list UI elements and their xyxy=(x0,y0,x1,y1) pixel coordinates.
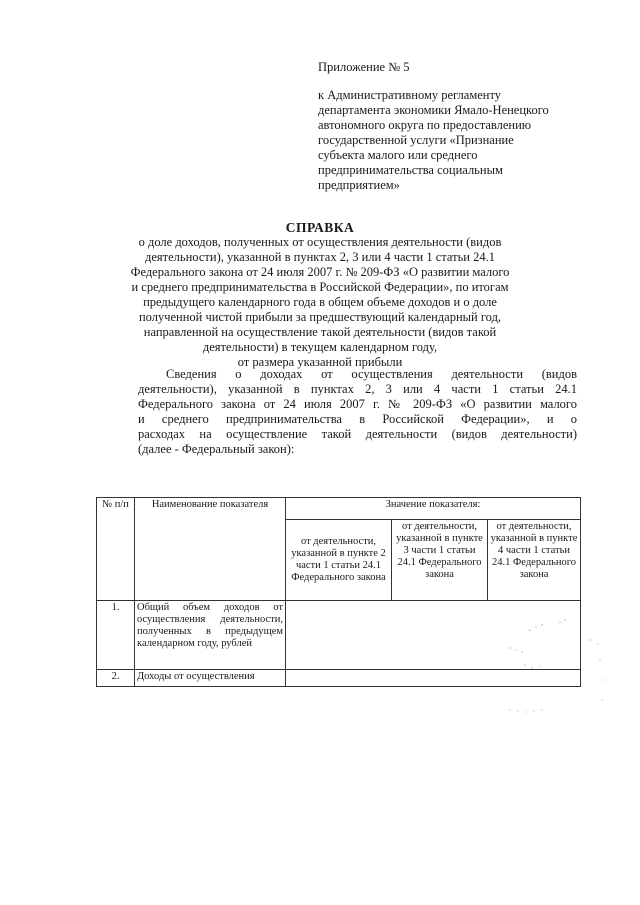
header-value: Значение показателя: xyxy=(286,498,581,520)
row-name: Доходы от осуществления xyxy=(135,670,286,687)
appendix-number: Приложение № 5 xyxy=(318,60,410,74)
title-line: деятельности), указанной в пунктах 2, 3 или 4 части 1 статьи 24.1 xyxy=(145,250,495,264)
subheader-point-4: от деятельности, указанной в пункте 4 части 1 статьи 24.1 Федерального закона xyxy=(488,520,581,601)
row-num: 2. xyxy=(97,670,135,687)
title-heading: СПРАВКА xyxy=(285,220,355,235)
intro-line: (далее - Федеральный закон): xyxy=(138,442,295,456)
subheader-point-2: от деятельности, указанной в пункте 2 части 1 статьи 24.1 Федерального закона xyxy=(286,520,392,601)
header-num: № п/п xyxy=(97,498,135,601)
intro-line: Сведения о доходах от осуществления деятельности (видов xyxy=(166,367,577,381)
header-name: Наименование показателя xyxy=(135,498,286,601)
subheader-point-3: от деятельности, указанной в пункте 3 части 1 статьи 24.1 Федерального закона xyxy=(392,520,488,601)
row-num: 1. xyxy=(97,601,135,670)
appendix-line: предпринимательства социальным xyxy=(318,163,503,177)
title-line: предыдущего календарного года в общем объеме доходов и о доле xyxy=(143,295,497,309)
intro-paragraph xyxy=(138,367,577,457)
title-line: деятельности) в текущем календарном году, xyxy=(202,340,438,354)
title-line: о доле доходов, полученных от осуществления деятельности (видов xyxy=(138,235,502,249)
title-line: и среднего предпринимательства в Российской Федерации», по итогам xyxy=(131,280,509,294)
title-line: направленной на осуществление такой деятельности (видов такой xyxy=(143,325,497,339)
appendix-line: департамента экономики Ямало-Ненецкого xyxy=(318,103,549,117)
intro-line: и среднего предпринимательства в Российской Федерации», и о xyxy=(138,412,577,426)
title-line: полученной чистой прибыли за предшествующий календарный год, xyxy=(138,310,502,324)
appendix-block xyxy=(318,60,608,193)
appendix-line: предприятием» xyxy=(318,178,400,192)
scan-artifact xyxy=(470,610,620,730)
title-line: Федерального закона от 24 июля 2007 г. № 209-ФЗ «О развитии малого xyxy=(130,265,510,279)
appendix-line: субъекта малого или среднего xyxy=(318,148,478,162)
intro-line: Федерального закона от 24 июля 2007 г. № 209-ФЗ «О развитии малого xyxy=(138,397,577,411)
title-line: от размера указанной прибыли xyxy=(237,355,403,369)
appendix-line: государственной услуги «Признание xyxy=(318,133,514,147)
row-name: Общий объем доходов от осуществления деятельности, полученных в предыдущем календарном году, рублей xyxy=(135,601,286,670)
intro-line: деятельности), указанной в пунктах 2, 3 или 4 части 1 статьи 24.1 xyxy=(138,382,577,396)
appendix-line: к Административному регламенту xyxy=(318,88,502,102)
intro-line: расходах на осуществление такой деятельности (видов деятельности) xyxy=(138,427,577,441)
document-title xyxy=(60,220,580,370)
appendix-line: автономного округа по предоставлению xyxy=(318,118,532,132)
